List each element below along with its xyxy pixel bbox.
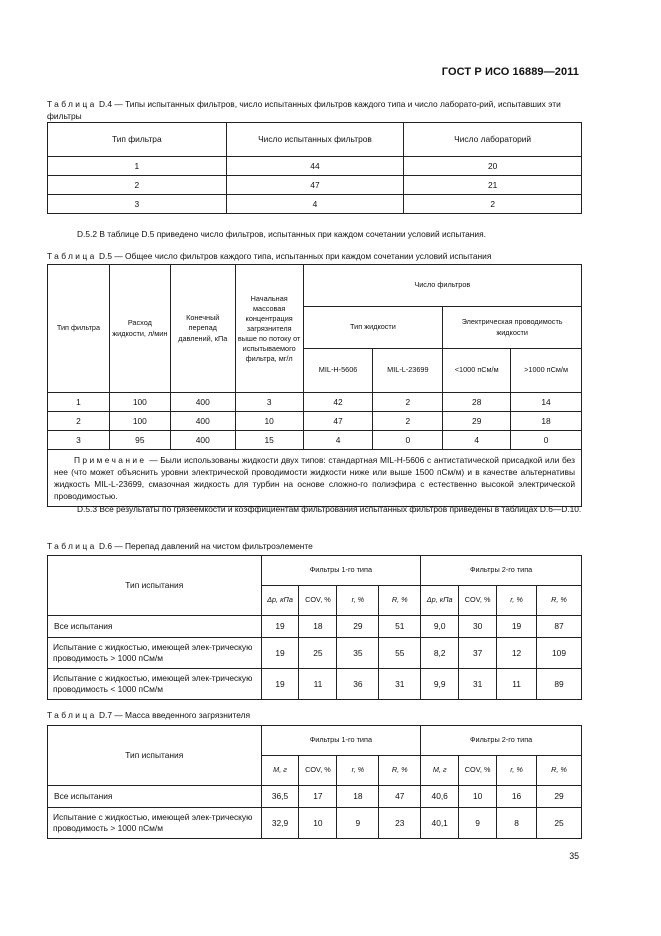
- cell: 25: [299, 638, 337, 669]
- cell: 55: [379, 638, 421, 669]
- header-cov: COV, %: [459, 586, 497, 616]
- row-label: Испытание с жидкостью, имеющей элек-трическую проводимость > 1000 пСм/м: [48, 808, 262, 839]
- cell: 11: [497, 669, 537, 700]
- cell: 100: [109, 412, 170, 431]
- header-filter-count: Число фильтров: [303, 265, 581, 307]
- table-row: [48, 431, 582, 450]
- cell: 2: [48, 176, 227, 195]
- header-R: R, %: [537, 586, 582, 616]
- cell: 12: [497, 638, 537, 669]
- cell: 400: [170, 431, 235, 450]
- header-cov: COV, %: [299, 756, 337, 786]
- table-d6: [47, 555, 582, 700]
- cell: 29: [443, 412, 511, 431]
- page-number: 35: [569, 851, 579, 861]
- cell: 18: [511, 412, 582, 431]
- cell: 95: [109, 431, 170, 450]
- cell: 29: [337, 616, 379, 638]
- note-label: Примечание: [74, 455, 147, 465]
- header-r: r, %: [497, 756, 537, 786]
- cell: 15: [235, 431, 303, 450]
- table-d6-caption: [47, 541, 587, 553]
- cell: 1: [48, 157, 227, 176]
- header-filter-type: Тип фильтра: [48, 265, 110, 393]
- cell: 8: [497, 808, 537, 839]
- cell: 9,9: [421, 669, 459, 700]
- table-row: [48, 412, 582, 431]
- cell: 47: [303, 412, 373, 431]
- cell: 10: [459, 786, 497, 808]
- cell: 21: [404, 176, 582, 195]
- paragraph-d53: D.5.3 Все результаты по грязеемкости и коэффициентам фильтрования испытанных фильтров приведены в таблицах D.6—D.10.: [77, 504, 582, 514]
- cell: 40,1: [421, 808, 459, 839]
- cell: 47: [226, 176, 404, 195]
- header-r: r, %: [337, 756, 379, 786]
- cell: 31: [459, 669, 497, 700]
- caption-label: Таблица: [47, 251, 97, 261]
- cell: 2: [373, 412, 443, 431]
- row-label: Испытание с жидкостью, имеющей элек-трическую проводимость > 1000 пСм/м: [48, 638, 262, 669]
- header-type1: Фильтры 1-го типа: [261, 556, 421, 586]
- table-row: [48, 669, 582, 700]
- table-row: [48, 808, 582, 839]
- header-r: r, %: [497, 586, 537, 616]
- cell: 37: [459, 638, 497, 669]
- cell: 2: [48, 412, 110, 431]
- caption-label: Таблица: [47, 99, 97, 109]
- cell: 89: [537, 669, 582, 700]
- header-mass: M, г: [421, 756, 459, 786]
- caption-text: D.6 — Перепад давлений на чистом фильтроэлементе: [98, 541, 313, 551]
- cell: 17: [299, 786, 337, 808]
- table-row: [48, 786, 582, 808]
- cell: 10: [235, 412, 303, 431]
- row-label: Все испытания: [48, 786, 262, 808]
- cell: 3: [48, 431, 110, 450]
- cell: 19: [261, 616, 299, 638]
- cell: 20: [404, 157, 582, 176]
- cell: 3: [48, 195, 227, 214]
- table-d4-caption: [47, 99, 587, 122]
- header-mass: M, г: [261, 756, 299, 786]
- cell: 4: [443, 431, 511, 450]
- table-d7: [47, 725, 582, 839]
- header-conductivity-low: <1000 пСм/м: [443, 349, 511, 393]
- header-R: R, %: [379, 586, 421, 616]
- table-d5-caption: [47, 251, 587, 263]
- cell: 23: [379, 808, 421, 839]
- header-initial-concentration: Начальная массовая концентрация загрязнителя выше по потоку от испытываемого фильтра, мг/л: [235, 265, 303, 393]
- header-r: r, %: [337, 586, 379, 616]
- header-tested-count: Число испытанных фильтров: [226, 123, 404, 157]
- header-mil-l-23699: MIL-L-23699: [373, 349, 443, 393]
- header-mil-h-5606: MIL-H-5606: [303, 349, 373, 393]
- cell: 9,0: [421, 616, 459, 638]
- cell: 25: [537, 808, 582, 839]
- header-dp: Δp, кПа: [421, 586, 459, 616]
- header-type2: Фильтры 2-го типа: [421, 556, 582, 586]
- header-filter-type: Тип фильтра: [48, 123, 227, 157]
- cell: 19: [261, 638, 299, 669]
- cell: 4: [303, 431, 373, 450]
- cell: 18: [337, 786, 379, 808]
- cell: 3: [235, 393, 303, 412]
- cell: 14: [511, 393, 582, 412]
- cell: 109: [537, 638, 582, 669]
- cell: 16: [497, 786, 537, 808]
- cell: 4: [226, 195, 404, 214]
- caption-label: Таблица: [47, 710, 97, 720]
- table-d5: [47, 264, 582, 507]
- cell: 87: [537, 616, 582, 638]
- cell: 400: [170, 393, 235, 412]
- row-label: Испытание с жидкостью, имеющей элек-трическую проводимость < 1000 пСм/м: [48, 669, 262, 700]
- header-cov: COV, %: [459, 756, 497, 786]
- table-row: [48, 638, 582, 669]
- header-final-pressure-drop: Конечный перепад давлений, кПа: [170, 265, 235, 393]
- row-label: Все испытания: [48, 616, 262, 638]
- header-test-type: Тип испытания: [48, 556, 262, 616]
- cell: 400: [170, 412, 235, 431]
- table-row: [48, 195, 582, 214]
- cell: 10: [299, 808, 337, 839]
- cell: 2: [404, 195, 582, 214]
- cell: 36: [337, 669, 379, 700]
- header-type2: Фильтры 2-го типа: [421, 726, 582, 756]
- cell: 18: [299, 616, 337, 638]
- caption-label: Таблица: [47, 541, 97, 551]
- caption-text: D.7 — Масса введенного загрязнителя: [98, 710, 251, 720]
- cell: 30: [459, 616, 497, 638]
- header-conductivity-high: >1000 пСм/м: [511, 349, 582, 393]
- caption-text: D.5 — Общее число фильтров каждого типа, испытанных при каждом сочетании условий испытания: [98, 251, 492, 261]
- header-conductivity: Электрическая проводимость жидкости: [443, 307, 582, 349]
- header-labs-count: Число лабораторий: [404, 123, 582, 157]
- cell: 40,6: [421, 786, 459, 808]
- table-d7-caption: [47, 710, 587, 722]
- cell: 2: [373, 393, 443, 412]
- cell: 28: [443, 393, 511, 412]
- header-fluid-type: Тип жидкости: [303, 307, 443, 349]
- cell: 9: [337, 808, 379, 839]
- header-dp: Δp, кПа: [261, 586, 299, 616]
- cell: 8,2: [421, 638, 459, 669]
- table-note: [48, 450, 582, 507]
- header-type1: Фильтры 1-го типа: [261, 726, 421, 756]
- cell: 36,5: [261, 786, 299, 808]
- document-id: ГОСТ Р ИСО 16889—2011: [441, 66, 579, 78]
- cell: 31: [379, 669, 421, 700]
- cell: 11: [299, 669, 337, 700]
- note-text: — Были использованы жидкости двух типов: стандартная MIL-H-5606 с антистатической присадкой или без нее (что может объяснить уровни электрической проводимости жидкости ниже или выше 1500 пСм/м) и в качестве альтернативы жидкость MIL-L-23699, смазочная жидкость для турбин на основе сложно-го полиэфира с естественно высокой электрической проводимостью.: [54, 455, 575, 501]
- table-row: [48, 393, 582, 412]
- table-row: [48, 157, 582, 176]
- cell: 51: [379, 616, 421, 638]
- cell: 29: [537, 786, 582, 808]
- cell: 9: [459, 808, 497, 839]
- cell: 0: [511, 431, 582, 450]
- paragraph-d52: D.5.2 В таблице D.5 приведено число фильтров, испытанных при каждом сочетании условий испытания.: [77, 229, 486, 239]
- cell: 32,9: [261, 808, 299, 839]
- cell: 19: [497, 616, 537, 638]
- cell: 35: [337, 638, 379, 669]
- cell: 42: [303, 393, 373, 412]
- header-R: R, %: [537, 756, 582, 786]
- cell: 44: [226, 157, 404, 176]
- caption-text: D.4 — Типы испытанных фильтров, число испытанных фильтров каждого типа и число лаборато-рий, испытавших эти фильтры: [47, 99, 561, 121]
- header-R: R, %: [379, 756, 421, 786]
- header-flow-rate: Расход жидкости, л/мин: [109, 265, 170, 393]
- table-row: [48, 176, 582, 195]
- cell: 100: [109, 393, 170, 412]
- table-d4: [47, 122, 582, 214]
- cell: 1: [48, 393, 110, 412]
- cell: 47: [379, 786, 421, 808]
- table-row: [48, 616, 582, 638]
- cell: 19: [261, 669, 299, 700]
- cell: 0: [373, 431, 443, 450]
- header-test-type: Тип испытания: [48, 726, 262, 786]
- header-cov: COV, %: [299, 586, 337, 616]
